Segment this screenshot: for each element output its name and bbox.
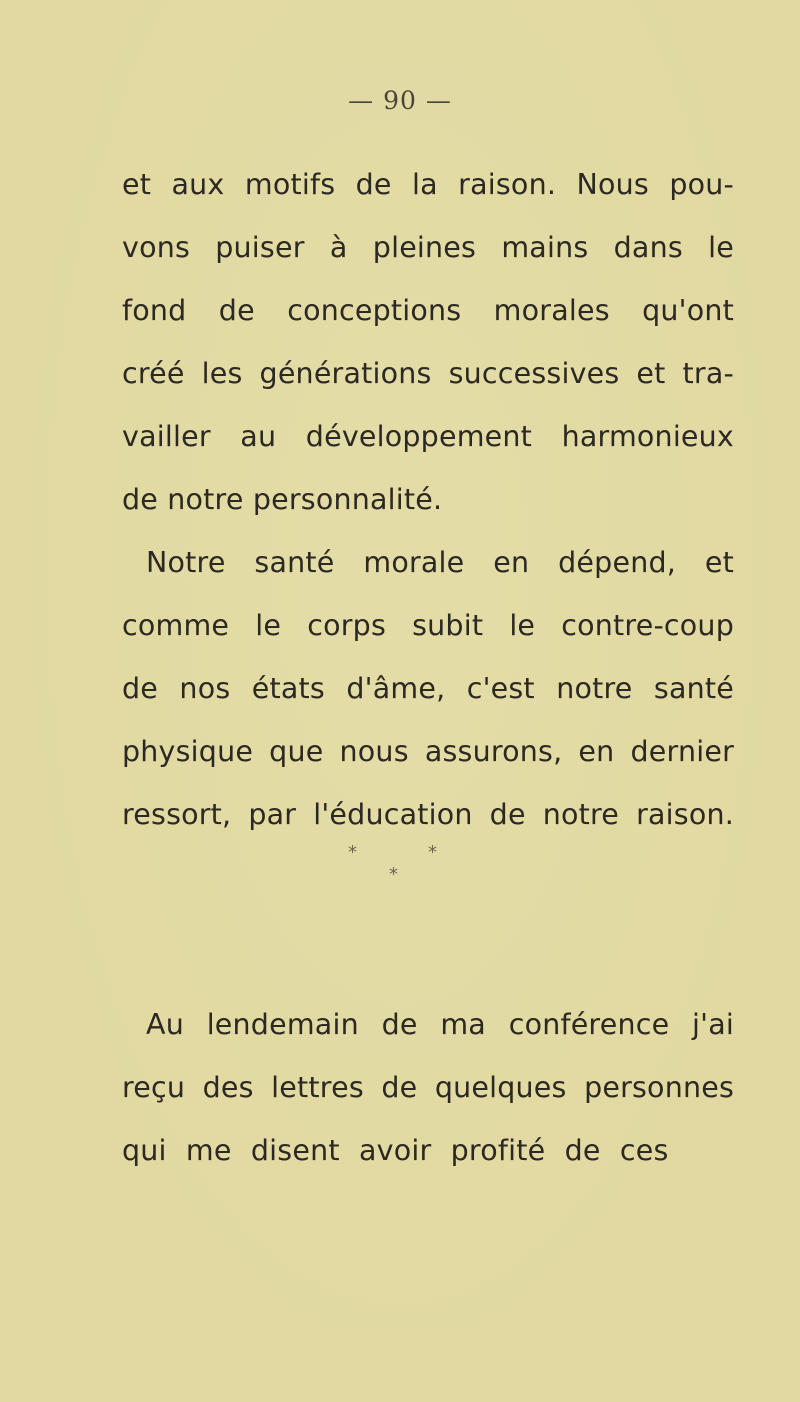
text-line: reçu des lettres de quelques personnes: [122, 1071, 734, 1104]
section-separator: [0, 842, 800, 902]
text-line: qui me disent avoir profité de ces: [122, 1134, 669, 1167]
text-line: Au lendemain de ma conférence j'ai: [146, 1008, 734, 1041]
text-line: fond de conceptions morales qu'ont: [122, 294, 734, 327]
text-line: vailler au développement harmonieux: [122, 420, 734, 453]
asterisk: *: [389, 864, 398, 885]
text-line: comme le corps subit le contre-coup: [122, 609, 734, 642]
asterisk: *: [348, 842, 357, 863]
text-line: et aux motifs de la raison. Nous pou-: [122, 168, 734, 201]
text-line: vons puiser à pleines mains dans le: [122, 231, 734, 264]
text-line: de nos états d'âme, c'est notre santé: [122, 672, 734, 705]
text-line: ressort, par l'éducation de notre raison.: [122, 798, 734, 831]
text-line: Notre santé morale en dépend, et: [146, 546, 734, 579]
page-number: — 90 —: [348, 86, 452, 115]
text-line: de notre personnalité.: [122, 483, 443, 516]
asterisk: *: [428, 842, 437, 863]
text-line: physique que nous assurons, en dernier: [122, 735, 734, 768]
text-line: créé les générations successives et tra-: [122, 357, 734, 390]
